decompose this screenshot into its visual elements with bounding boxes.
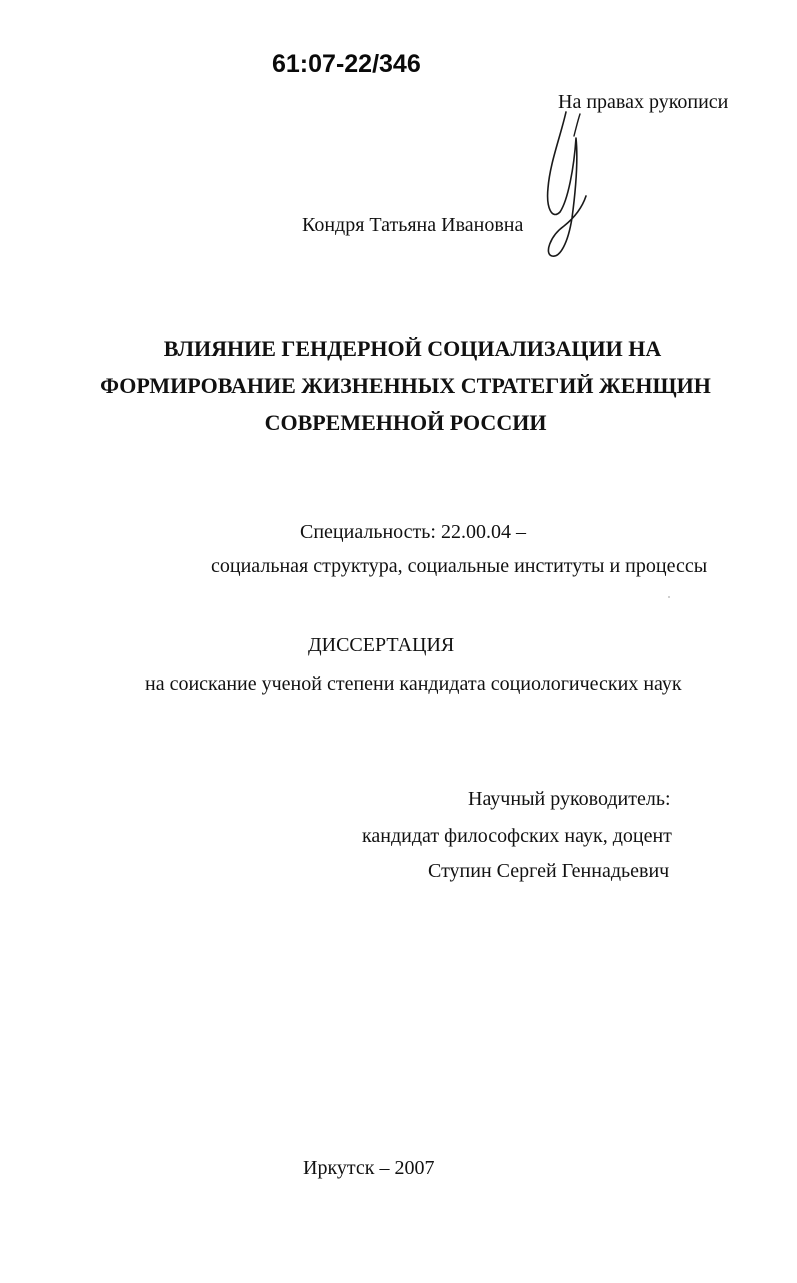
author-name: Кондря Татьяна Ивановна — [302, 214, 524, 236]
title-line-3: СОВРЕМЕННОЙ РОССИИ — [264, 410, 547, 435]
document-type: ДИССЕРТАЦИЯ — [308, 634, 455, 656]
specialty-name: социальная структура, социальные институты и процессы — [211, 555, 708, 577]
supervisor-name: Ступин Сергей Геннадьевич — [428, 860, 670, 882]
degree-description: на соискание ученой степени кандидата социологических наук — [145, 673, 682, 695]
specialty-label: Специальность: 22.00.04 – — [300, 521, 526, 543]
dissertation-title — [0, 330, 797, 441]
title-line-2: ФОРМИРОВАНИЕ ЖИЗНЕННЫХ СТРАТЕГИЙ ЖЕНЩИН — [100, 373, 711, 398]
scan-speck — [668, 596, 670, 598]
library-stamp-code: 61:07-22/346 — [272, 50, 421, 78]
supervisor-academic-title: кандидат философских наук, доцент — [362, 825, 672, 847]
title-line-1: ВЛИЯНИЕ ГЕНДЕРНОЙ СОЦИАЛИЗАЦИИ НА — [163, 336, 662, 361]
supervisor-label: Научный руководитель: — [468, 788, 671, 810]
signature-icon — [530, 108, 600, 268]
manuscript-note: На правах рукописи — [558, 91, 729, 113]
city-and-year: Иркутск – 2007 — [303, 1157, 435, 1179]
